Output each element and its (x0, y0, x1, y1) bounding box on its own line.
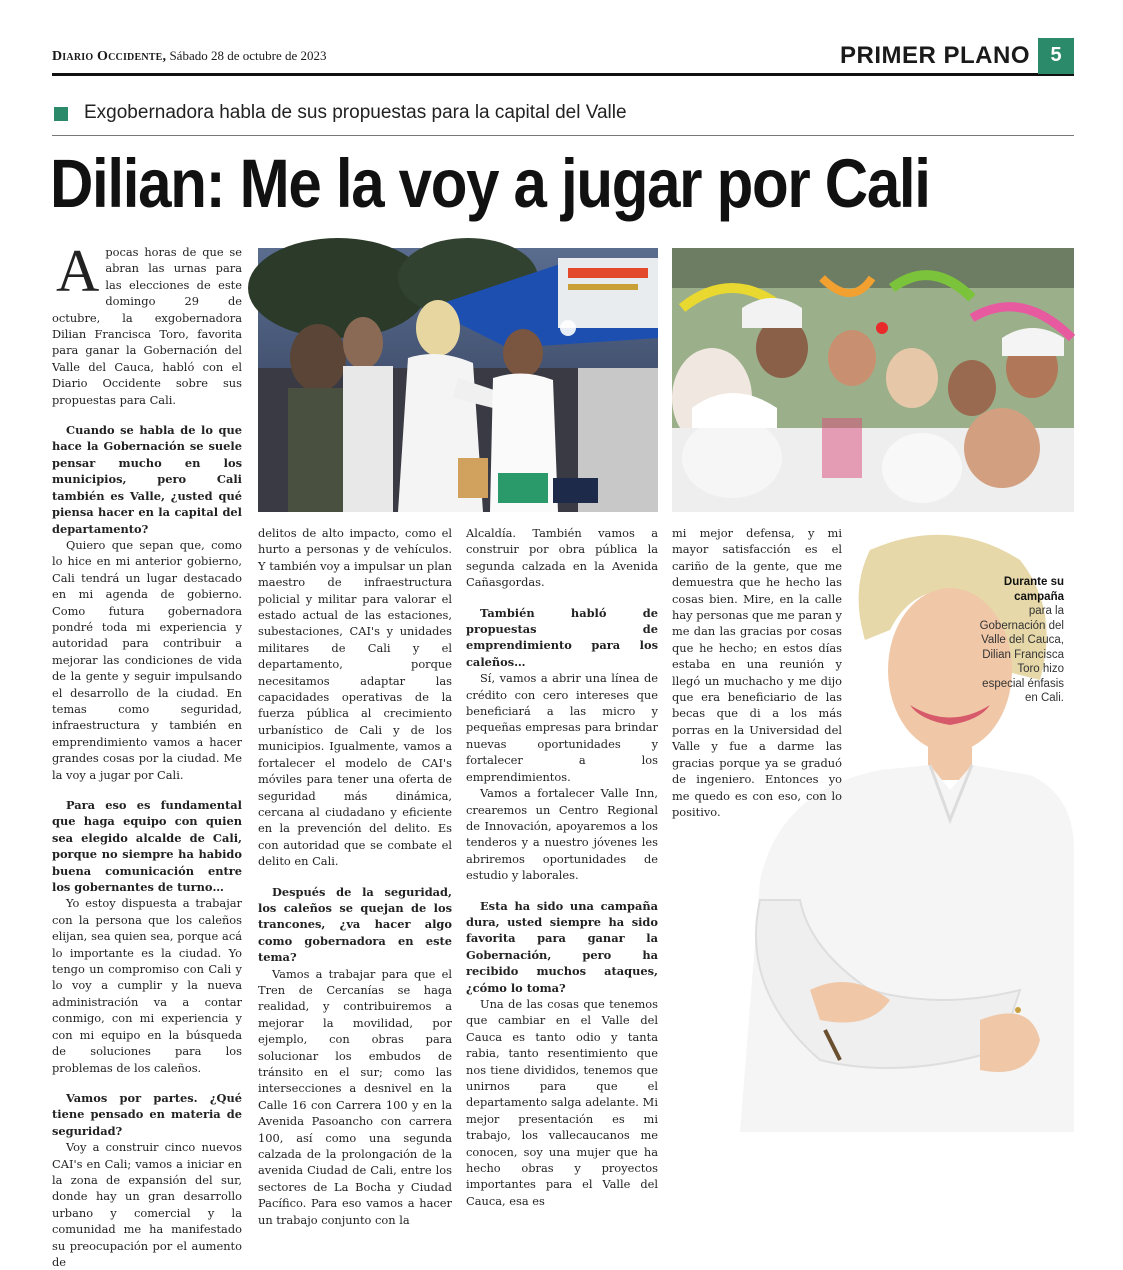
question: Cuando se habla de lo que hace la Gobernación se suele pensar mucho en los municipios, pero Cali también es Valle, ¿usted qué piensa hacer en la capital del departamento? (52, 423, 242, 536)
answer-paragraph: Una de las cosas que tenemos que cambiar en el Valle del Cauca es tanto odio y tanta rabia, tanto resentimiento que nos tiene divididos, tenemos que unirnos para que el departamento salga adelante. Mi mejor presentación es mi trabajo, los vallecaucanos me conocen, soy una mujer que ha hecho obras y proyectos importantes para el Valle del Cauca, esa es (466, 996, 658, 1208)
photo-market-stall-greeting (258, 248, 658, 512)
answer-paragraph: Yo estoy dispuesta a trabajar con la persona que los caleños elijan, sea quien sea, porque acá lo importante es la ciudad. Yo tengo un compromiso con Cali y lo voy a cumplir y la nueva administración va a contar conmigo, con mi experiencia y con mi equipo en la búsqueda de soluciones para los problemas de los caleños. (52, 896, 242, 1075)
drop-cap: A (56, 238, 100, 304)
caption-text: para la Gobernación del Valle del Cauca, Dilian Francisca Toro hizo especial énfasis en Cali. (979, 605, 1064, 704)
question: También habló de propuestas de emprendimiento para los caleños… (466, 605, 658, 669)
question: Vamos por partes. ¿Qué tiene pensado en materia de seguridad? (52, 1090, 242, 1138)
answer-paragraph: Vamos a fortalecer Valle Inn, crearemos un Centro Regional de Innovación, apoyaremos a los tenderos y a nuestro jóvenes les abriremos oportunidades de estudio y laborales. (466, 786, 658, 883)
issue-date: Sábado 28 de octubre de 2023 (169, 48, 327, 63)
article-column-2 (258, 525, 452, 1228)
masthead (52, 40, 1074, 76)
answer-paragraph: Sí, vamos a abrir una línea de crédito con cero intereses que beneficiará a las micro y pequeñas empresas para brindar nuevas oportunidades y fortalecer a los emprendimientos. (466, 671, 658, 784)
photo-caption (972, 575, 1064, 706)
kicker-square-icon (54, 107, 68, 121)
answer-paragraph: Quiero que sepan que, como lo hice en mi anterior gobierno, Cali tendrá un lugar destacado en mi agenda de gobierno. Como futura gobernadora pondré toda mi experiencia y autoridad para contribuir a mejorar las condiciones de vida de la gente y seguir impulsando el desarrollo de la ciudad. En temas como seguridad, infraestructura y también en emprendimiento vamos a hacer grandes cosas por la ciudad. Me la voy a jugar por Cali. (52, 537, 242, 782)
question: Esta ha sido una campaña dura, usted siempre ha sido favorita para ganar la Gobernación, pero ha recibido muchos ataques, ¿cómo lo toma? (466, 898, 658, 995)
answer-paragraph: Voy a construir cinco nuevos CAI's en Cali; vamos a iniciar en la zona de expansión del sur, donde hay un gran desarrollo urbano y comercial y la comunidad me ha manifestado su preocupación por el aumento de (52, 1140, 242, 1269)
page-number: 5 (1038, 38, 1074, 74)
question: Después de la seguridad, los caleños se quejan de los trancones, ¿va hacer algo como gobernadora en este tema? (258, 884, 452, 965)
article-column-1 (52, 238, 242, 1270)
photo-crowd-with-balloons (672, 248, 1074, 512)
answer-paragraph: delitos de alto impacto, como el hurto a personas y de vehículos. Y también voy a impulsar un plan maestro de infraestructura policial y militar para valorar el estado actual de las estaciones, subestaciones, CAI's y unidades militares de Cali y el departamento, porque necesitamos adaptar las capacidades operativas de la fuerza pública al crecimiento urbanístico de Cali y de los municipios. Igualmente, vamos a fortalecer el modelo de CAI's móviles para tener una oferta de seguridad más dinámica, cercana al ciudadano y eficiente en la prevención del delito. Es con autoridad que se combate el delito en Cali. (258, 526, 452, 869)
kicker (52, 100, 1074, 136)
kicker-text: Exgobernadora habla de sus propuestas para la capital del Valle (84, 102, 627, 123)
masthead-left (52, 48, 327, 65)
section-title: PRIMER PLANO (839, 42, 1030, 69)
article-column-3 (466, 525, 658, 1209)
article-column-4 (672, 525, 842, 820)
answer-paragraph: Vamos a trabajar para que el Tren de Cercanías se haga realidad, y contribuiremos a mejorar la movilidad, por ejemplo, con obras para solucionar los embudos de tránsito en el sur; como las intersecciones a desnivel en la Calle 16 con Carrera 100 y en la Avenida Pasoancho con carrera 100, así como una segunda calzada de la prolongación de la avenida Ciudad de Cali, entre los sectores de La Bocha y Ciudad Pacífico. Para eso vamos a hacer un trabajo conjunto con la (258, 966, 452, 1227)
answer-paragraph: Alcaldía. También vamos a construir por obra pública la segunda calzada en la Avenida Cañasgordas. (466, 526, 658, 590)
lead-paragraph: pocas horas de que se abran las urnas para las elecciones de este domingo 29 de octubre, la exgobernadora Dilian Francisca Toro, favorita para ganar la Gobernación del Valle del Cauca, habló con el Diario Occidente sobre sus propuestas para Cali. (52, 245, 242, 407)
caption-bold: Durante su campaña (1003, 576, 1064, 603)
paper-name: Diario Occidente, (52, 49, 167, 64)
question: Para eso es fundamental que haga equipo con quien sea elegido alcalde de Cali, porque no siempre ha habido buena comunicación entre los gobernantes de turno… (52, 798, 242, 895)
answer-paragraph: mi mejor defensa, y mi mayor satisfacción es el cariño de la gente, que me demuestra que he hecho las cosas bien. Mire, en la calle hay personas que me paran y me dan las gracias por cosas que he hecho; en estos días estaba en una reunión y llegó un muchacho y me dijo que era beneficiario de las becas que di a los más porras en la Universidad del Valle y fue a darme las gracias porque ya se graduó de ingeniero. Entonces yo me quedo es con eso, con lo positivo. (672, 526, 842, 819)
headline: Dilian: Me la voy a jugar por Cali (50, 145, 930, 222)
